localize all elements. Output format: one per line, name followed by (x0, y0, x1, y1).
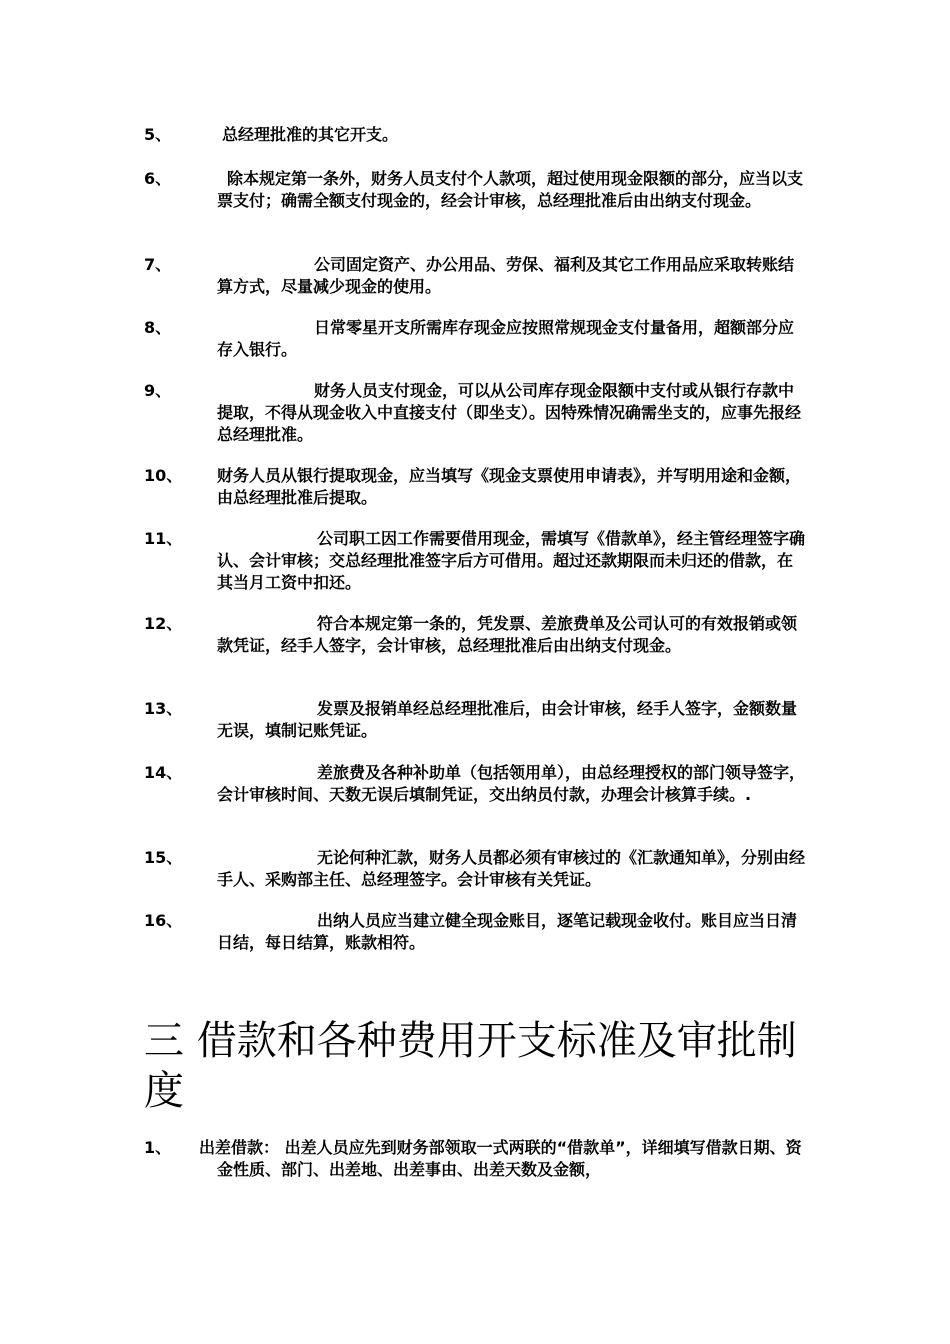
item-number: 6、 (144, 169, 172, 188)
section-heading: 三 借款和各种费用开支标准及审批制度 (144, 1018, 797, 1114)
item-text: 公司职工因工作需要借用现金，需填写《借款单》，经主管经理签字确认、会计审核；交总经理批准签字后方可借用。超过还款期限而未归还的借款，在其当月工资中扣还。 (217, 529, 806, 592)
item-text: 总经理批准的其它开支。 (222, 125, 399, 144)
item-number: 8、 (144, 318, 172, 337)
list-item (144, 380, 814, 446)
item-number: 12、 (144, 614, 183, 633)
item-text: 发票及报销单经总经理批准后，由会计审核，经手人签字，金额数量无误，填制记账凭证。 (217, 699, 798, 740)
list-item (144, 910, 814, 954)
item-text: 公司固定资产、办公用品、劳保、福利及其它工作用品应采取转账结算方式，尽量减少现金的使用。 (217, 255, 795, 296)
list-item (144, 698, 814, 742)
item-number: 9、 (144, 381, 172, 400)
list-item (144, 762, 814, 806)
item-number: 15、 (144, 848, 183, 867)
item-text: 差旅费及各种补助单（包括领用单），由总经理授权的部门领导签字，会计审核时间、天数无误后填制凭证，交出纳员付款，办理会计核算手续。. (217, 763, 806, 804)
item-text: 符合本规定第一条的，凭发票、差旅费单及公司认可的有效报销或领款凭证，经手人签字，会计审核，总经理批准后由出纳支付现金。 (217, 614, 798, 655)
item-number: 14、 (144, 763, 183, 782)
item-number: 1、 (144, 1138, 172, 1157)
list-item (144, 124, 814, 146)
item-number: 10、 (144, 466, 183, 485)
item-number: 13、 (144, 699, 183, 718)
list-item (144, 465, 814, 509)
list-item (144, 528, 814, 594)
list-item (144, 254, 814, 298)
item-number: 5、 (144, 125, 172, 144)
item-number: 11、 (144, 529, 183, 548)
item-text: 除本规定第一条外，财务人员支付个人款项，超过使用现金限额的部分，应当以支票支付；确需全额支付现金的，经会计审核，总经理批准后由出纳支付现金。 (217, 169, 804, 210)
list-item (144, 613, 814, 657)
item-text: 日常零星开支所需库存现金应按照常规现金支付量备用，超额部分应存入银行。 (217, 318, 795, 359)
item-text: 出纳人员应当建立健全现金账目，逐笔记载现金收付。账目应当日清日结，每日结算，账款相符。 (217, 911, 798, 952)
item-text: 财务人员从银行提取现金，应当填写《现金支票使用申请表》，并写明用途和金额，由总经理批准后提取。 (217, 466, 802, 507)
list-item (144, 847, 814, 891)
item-text: 无论何种汇款，财务人员都必须有审核过的《汇款通知单》，分别由经手人、采购部主任、总经理签字。会计审核有关凭证。 (217, 848, 806, 889)
list-item (144, 317, 814, 361)
list-item (144, 1137, 814, 1181)
list-item (144, 168, 814, 212)
item-text: 财务人员支付现金，可以从公司库存现金限额中支付或从银行存款中提取，不得从现金收入中直接支付（即坐支）。因特殊情况确需坐支的，应事先报经总经理批准。 (217, 381, 802, 444)
item-text: 出差借款： 出差人员应先到财务部领取一式两联的“借款单”，详细填写借款日期、资金性质、部门、出差地、出差事由、出差天数及金额， (199, 1138, 802, 1179)
item-number: 16、 (144, 911, 183, 930)
item-number: 7、 (144, 255, 172, 274)
